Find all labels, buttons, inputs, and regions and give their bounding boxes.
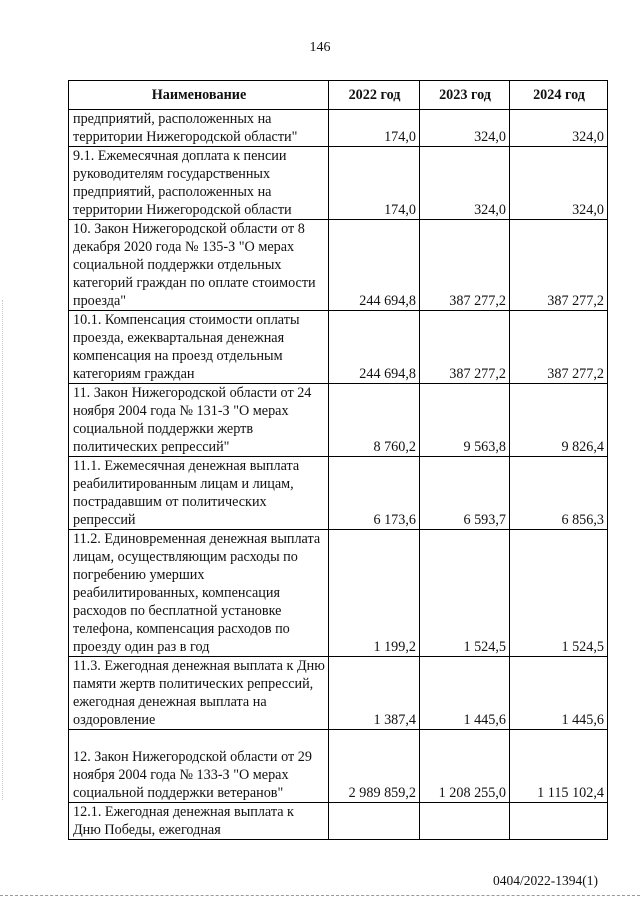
- value-2022: 1 387,4: [329, 657, 420, 730]
- row-name: 11.1. Ежемесячная денежная выплата реабилитированным лицам и лицам, пострадавшим от политических репрессий: [69, 457, 329, 530]
- value-2023: 387 277,2: [420, 311, 510, 384]
- table-row: [69, 311, 608, 384]
- header-name: Наименование: [69, 81, 329, 110]
- value-2022: 244 694,8: [329, 311, 420, 384]
- value-2024: 1 524,5: [510, 530, 608, 657]
- value-2023: 324,0: [420, 147, 510, 220]
- value-2023: 1 208 255,0: [420, 730, 510, 803]
- value-2023: 1 524,5: [420, 530, 510, 657]
- value-2022: 6 173,6: [329, 457, 420, 530]
- header-2022: 2022 год: [329, 81, 420, 110]
- header-2024: 2024 год: [510, 81, 608, 110]
- table-row: [69, 147, 608, 220]
- scan-margin-mark: [2, 300, 4, 800]
- table-row: [69, 384, 608, 457]
- table-row: [69, 730, 608, 803]
- row-name: 9.1. Ежемесячная доплата к пенсии руководителям государственных предприятий, расположенных на территории Нижегородской области: [69, 147, 329, 220]
- value-2023: 6 593,7: [420, 457, 510, 530]
- value-2022: 174,0: [329, 110, 420, 147]
- table-row: [69, 457, 608, 530]
- row-name: 12. Закон Нижегородской области от 29 ноября 2004 года № 133-З "О мерах социальной поддержки ветеранов": [69, 730, 329, 803]
- value-2024: 387 277,2: [510, 311, 608, 384]
- table-header-row: [69, 81, 608, 110]
- row-name: 12.1. Ежегодная денежная выплата к Дню Победы, ежегодная: [69, 803, 329, 840]
- value-2024: 6 856,3: [510, 457, 608, 530]
- value-2023: 9 563,8: [420, 384, 510, 457]
- value-2022: 244 694,8: [329, 220, 420, 311]
- value-2024: 1 445,6: [510, 657, 608, 730]
- header-2023: 2023 год: [420, 81, 510, 110]
- table-row: [69, 530, 608, 657]
- value-2022: 174,0: [329, 147, 420, 220]
- row-name: 10. Закон Нижегородской области от 8 декабря 2020 года № 135-З "О мерах социальной поддержки отдельных категорий граждан по оплате стоимости проезда": [69, 220, 329, 311]
- table-row: [69, 220, 608, 311]
- value-2022: 2 989 859,2: [329, 730, 420, 803]
- row-name: 10.1. Компенсация стоимости оплаты проезда, ежеквартальная денежная компенсация на проезд отдельным категориям граждан: [69, 311, 329, 384]
- value-2022: 1 199,2: [329, 530, 420, 657]
- value-2024: 324,0: [510, 110, 608, 147]
- row-name: 11.2. Единовременная денежная выплата лицам, осуществляющим расходы по погребению умерших реабилитированных, компенсация расходов по бесплатной установке телефона, компенсация расходов по проезду один раз в год: [69, 530, 329, 657]
- table-row: [69, 657, 608, 730]
- value-2024: 9 826,4: [510, 384, 608, 457]
- value-2023: [420, 803, 510, 840]
- value-2022: 8 760,2: [329, 384, 420, 457]
- table-row: [69, 110, 608, 147]
- value-2024: 324,0: [510, 147, 608, 220]
- table-row: [69, 803, 608, 840]
- page-number: 146: [309, 40, 331, 55]
- budget-table: [68, 80, 608, 840]
- value-2023: 1 445,6: [420, 657, 510, 730]
- scan-edge-line: [0, 895, 640, 896]
- row-name: 11. Закон Нижегородской области от 24 ноября 2004 года № 131-З "О мерах социальной поддержки жертв политических репрессий": [69, 384, 329, 457]
- document-code: 0404/2022-1394(1): [493, 873, 598, 888]
- row-name: предприятий, расположенных на территории Нижегородской области": [69, 110, 329, 147]
- value-2024: [510, 803, 608, 840]
- value-2024: 387 277,2: [510, 220, 608, 311]
- row-name: 11.3. Ежегодная денежная выплата к Дню памяти жертв политических репрессий, ежегодная денежная выплата на оздоровление: [69, 657, 329, 730]
- value-2023: 387 277,2: [420, 220, 510, 311]
- value-2022: [329, 803, 420, 840]
- value-2024: 1 115 102,4: [510, 730, 608, 803]
- value-2023: 324,0: [420, 110, 510, 147]
